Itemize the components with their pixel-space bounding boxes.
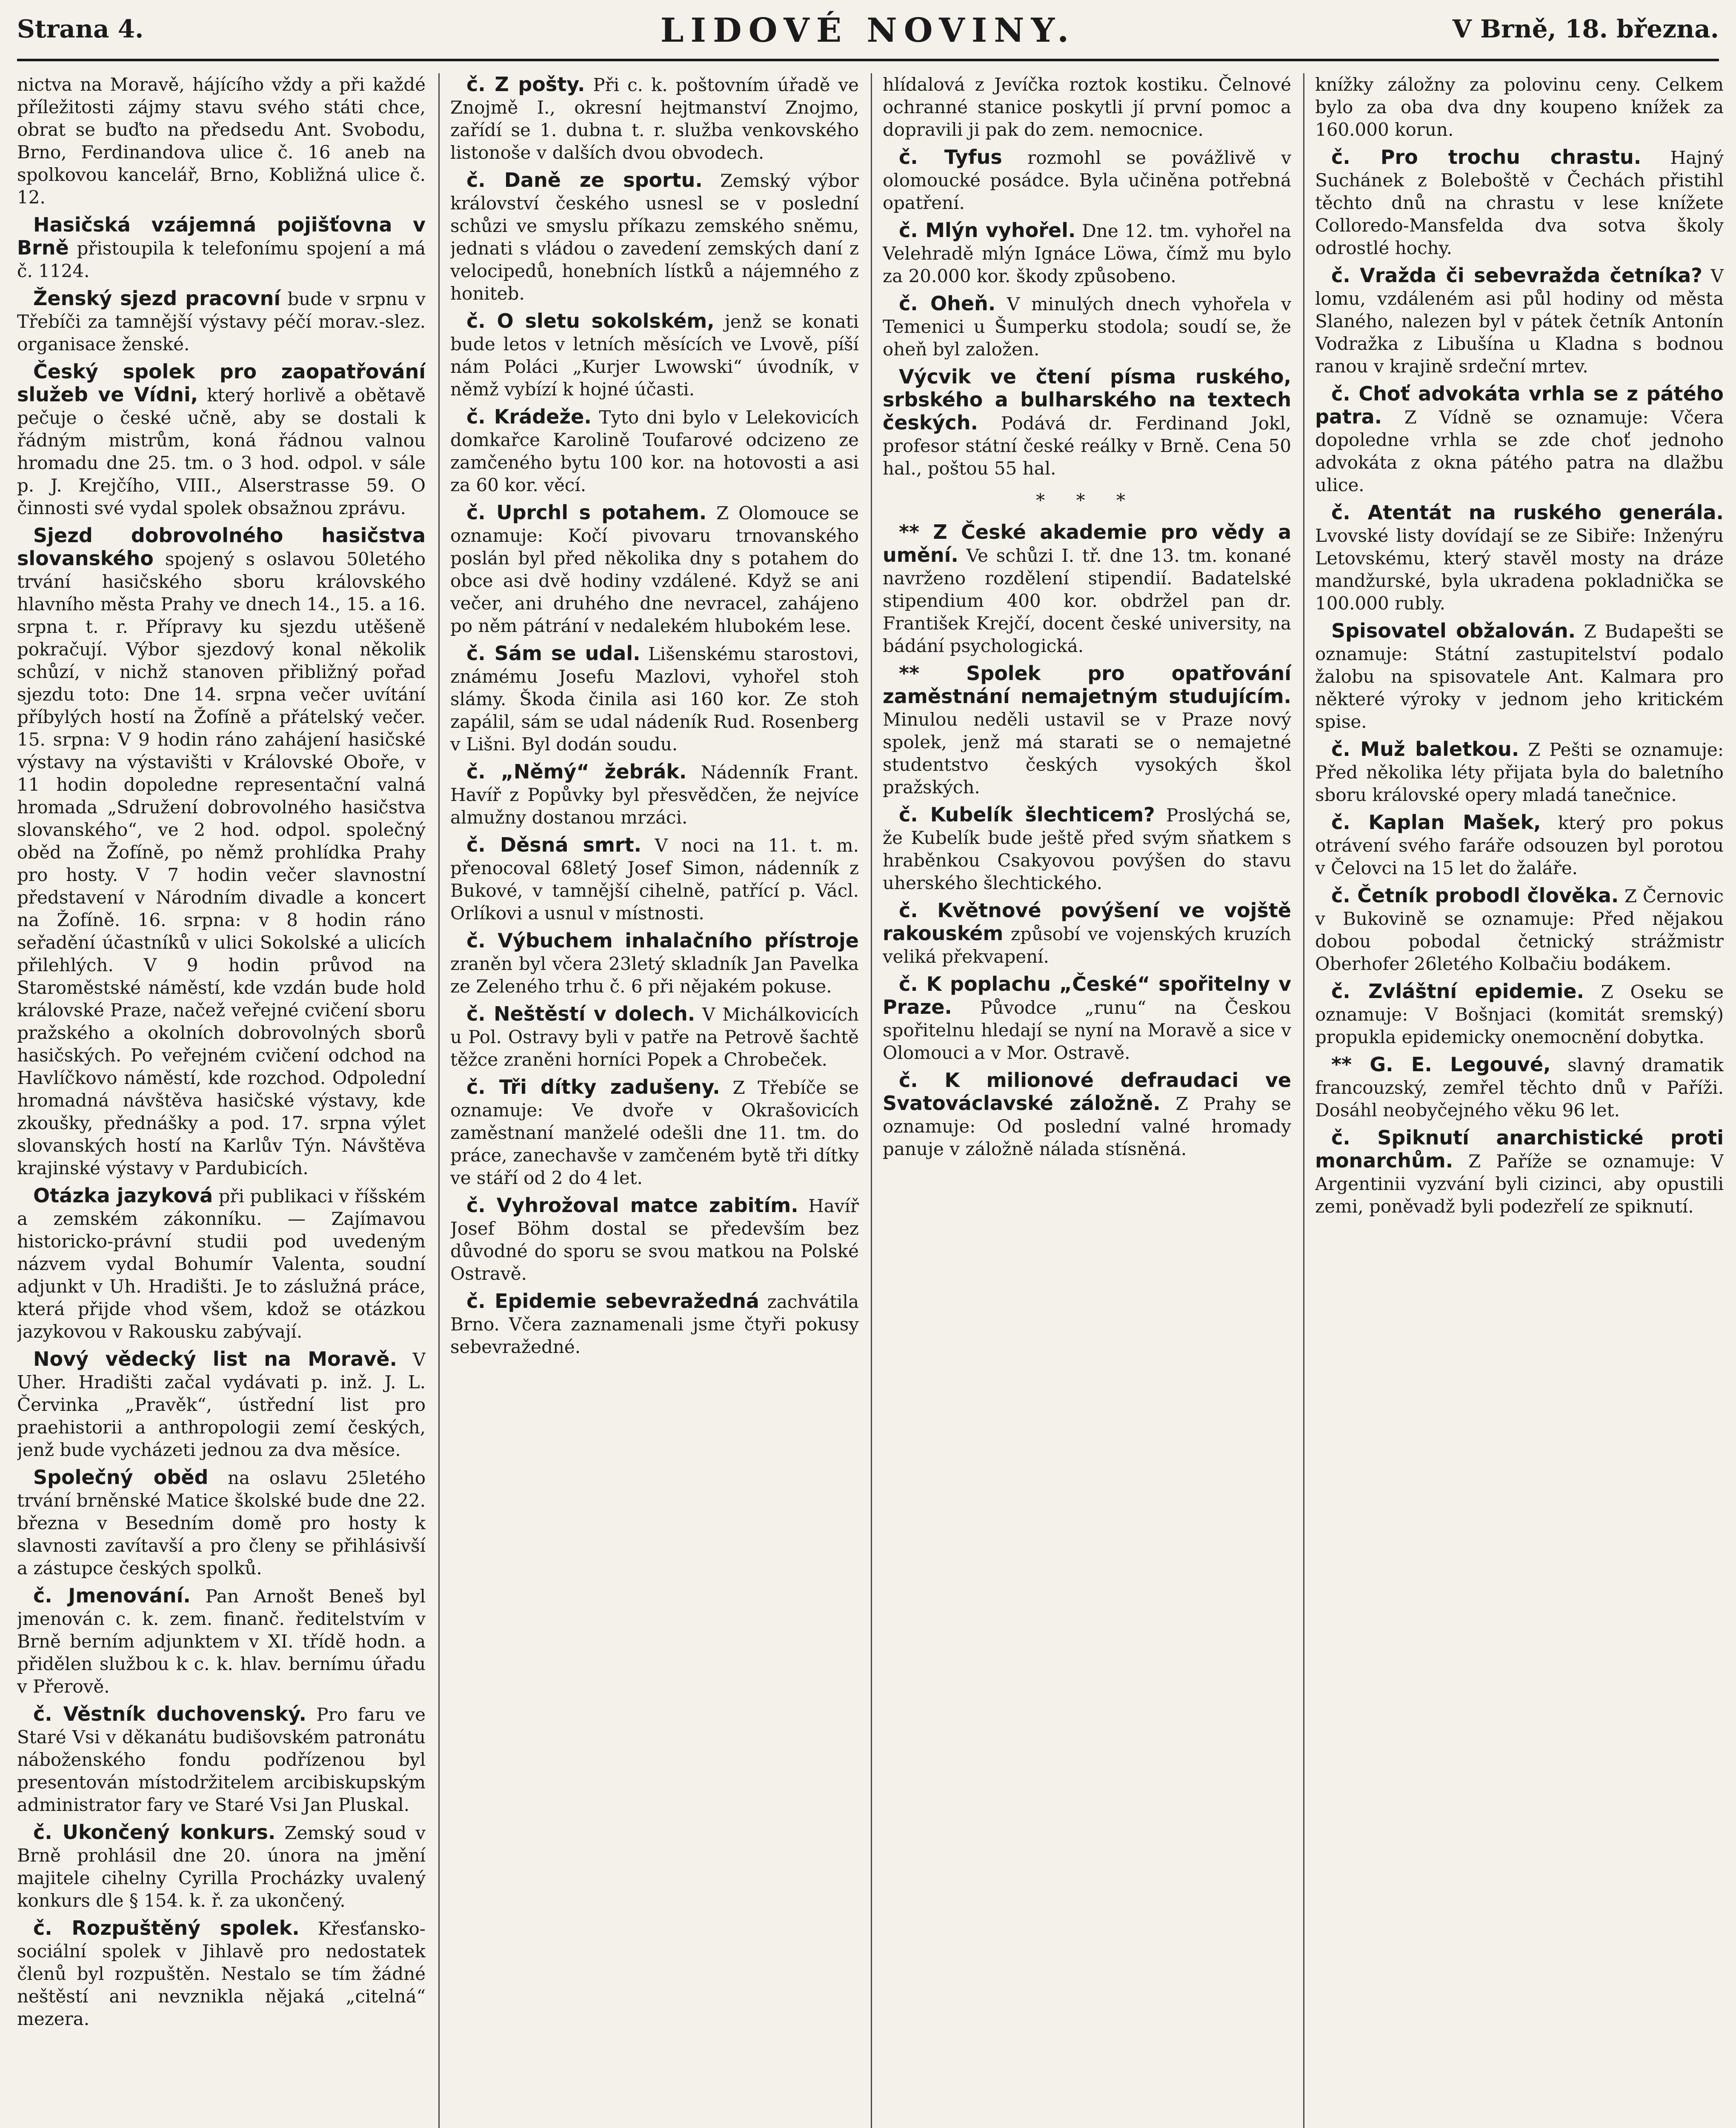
article-body: na oslavu 25letého trvání brněnské Matice školské bude dne 22. března v Besedním domě pro hosty k slavnosti zavítavší a pro členy se přihlásivší a zástupce českých spolků. [17, 1467, 426, 1579]
article-headline: č. Vražda či sebevražda četníka? [1331, 264, 1702, 287]
issue-date: V Brně, 18. března. [1452, 14, 1719, 43]
article-headline: č. K milionové defraudaci ve Svatováclavské záložně. [883, 1069, 1291, 1115]
article-headline: č. Květnové povýšení ve vojště rakouském [883, 899, 1291, 945]
column-4 [1315, 73, 1724, 2128]
article [17, 1184, 426, 1343]
article-headline: č. Tyfus [899, 146, 1002, 169]
article-headline: č. Spiknutí anarchistické proti monarchům. [1315, 1126, 1724, 1172]
article-headline: č. Věstník duchovenský. [33, 1702, 306, 1725]
article-body: slavný dramatik francouzský, zemřel těchto dnů v Paříži. Dosáhl neobyčejného věku 96 let. [1315, 1055, 1724, 1121]
article-headline: Hasičská vzájemná pojišťovna v Brně [17, 213, 426, 259]
article-body: nictva na Moravě, hájícího vždy a při každé příležitosti zájmy stavu svého státi chce, obrat se buďto na předsedu Ant. Svobodu, Brno, Ferdinandova ulice č. 16 aneb na spolkovou kancelář, Brno, Kobližná ulice č. 12. [17, 74, 426, 208]
article [17, 214, 426, 282]
article [883, 521, 1291, 657]
article-headline: č. Zvláštní epidemie. [1331, 980, 1584, 1003]
article [450, 73, 859, 164]
article-body: Ve schůzi I. tř. dne 13. tm. konané navrženo rozdělení stipendií. Badatelské stipendium 400 kor. obdržel pan dr. František Krejčí, docent české university, na bádání psychologická. [883, 545, 1291, 656]
article-body: Z Vídně se oznamuje: Včera dopoledne vrhla se zde choť jednoho advokáta z okna pátého patra na dlažbu ulice. [1315, 407, 1724, 495]
article [450, 169, 859, 305]
article [883, 219, 1291, 287]
column-2 [450, 73, 859, 2128]
article [1315, 884, 1724, 975]
article-body: Pro faru ve Staré Vsi v děkanátu budišovském patronátu náboženského fondu podřízenou byl presentován místodržitelem arcibiskupským administrator fary ve Staré Vsi Jan Pluskal. [17, 1704, 426, 1815]
article-body: Tyto dni bylo v Lelekovicích domkařce Karolině Toufarové odcizeno ze zamčeného bytu 100 kor. na hotovosti a asi za 60 kor. věcí. [450, 407, 859, 495]
article-headline: č. Kaplan Mašek, [1331, 811, 1541, 834]
article-body: Z Oseku se oznamuje: V Bošnjaci (komitát sremský) propukla epidemicky onemocnění dobytka. [1315, 981, 1724, 1047]
article [883, 146, 1291, 214]
article-headline: č. K poplachu „České“ spořitelny v Praze. [883, 972, 1291, 1018]
page-number: Strana 4. [17, 14, 144, 43]
article-headline: č. Krádeže. [466, 405, 592, 428]
article-body: Z Pešti se oznamuje: Před několika léty přijata byla do baletního sboru královské opery mladá tanečnice. [1315, 739, 1724, 805]
article [17, 1348, 426, 1461]
article-headline: č. Četník probodl člověka. [1331, 884, 1619, 907]
article-headline: č. Daně ze sportu. [466, 169, 703, 192]
article [883, 899, 1291, 968]
article-body: hlídalová z Jevíčka roztok kostiku. Čelnové ochranné stanice poskytli jí první pomoc a dopravili ji pak do zem. nemocnice. [883, 74, 1291, 140]
article [883, 1069, 1291, 1160]
article [1315, 264, 1724, 378]
article [450, 501, 859, 637]
article [1315, 811, 1724, 879]
column-1 [17, 73, 426, 2128]
article [883, 366, 1291, 480]
article-body: V Uher. Hradišti začal vydávati p. inž. J. L. Červinka „Pravěk“, ústřední list pro praehistorii a anthropologii zemí českých, jenž bude vycházeti jednou za dva měsíce. [17, 1349, 426, 1460]
article-body: bude v srpnu v Třebíči za tamnější výstavy péčí morav.-slez. organisace ženské. [17, 289, 426, 355]
article [17, 1821, 426, 1912]
article-body: knížky záložny za polovinu ceny. Celkem bylo za oba dva dny koupeno knížek za 160.000 korun. [1315, 74, 1724, 140]
article-body: Nádenník Frant. Havíř z Popůvky byl přesvědčen, že nejvíce almužny dostanou mrzáci. [450, 762, 859, 828]
article [883, 804, 1291, 894]
article [1315, 73, 1724, 141]
section-divider: * * * [1036, 490, 1138, 511]
article [450, 1076, 859, 1189]
article [17, 524, 426, 1179]
article-body: Lišenskému starostovi, známému Josefu Mazlovi, vyhořel stoh slámy. Škoda činila asi 160 kor. Ze stoh zapálil, sám se udal nádeník Rud. Rosenberg v Lišni. Byl dodán soudu. [450, 644, 859, 755]
article [1315, 383, 1724, 496]
article-headline: Společný oběd [33, 1466, 209, 1489]
article-headline: č. Epidemie sebevražedná [466, 1290, 759, 1313]
article-body: Při c. k. poštovním úřadě ve Znojmě I., okresní hejtmanství Znojmo, zařídí se 1. dubna t. r. služba venkovského listonoše v dalších dvou obvodech. [450, 74, 859, 163]
article-body: Pan Arnošt Beneš byl jmenován c. k. zem. finanč. ředitelstvím v Brně berním adjunktem v XI. třídě hodn. a přidělen službou k c. k. hlav. bernímu úřadu v Přerově. [17, 1586, 426, 1697]
article-body: Lvovské listy dovídají se ze Sibiře: Inženýru Letovskému, který stavěl mosty na dráze mandžurské, byla ukradena pokladnička se 100.000 rubly. [1315, 525, 1724, 614]
article-body: Z Prahy se oznamuje: Od poslední valné hromady panuje v záložně nálada stísněná. [883, 1093, 1291, 1159]
article-headline: Výcvik ve čtení písma ruského, srbského a bulharského na textech českých. [883, 365, 1291, 434]
article-headline: č. O sletu sokolském, [466, 309, 715, 332]
article [17, 360, 426, 519]
article-headline: ** Z České akademie pro vědy a umění. [883, 521, 1291, 566]
article [883, 292, 1291, 360]
article [883, 73, 1291, 141]
article-body: zachvátila Brno. Včera zaznamenali jsme čtyři pokusy sebevražedné. [450, 1291, 859, 1357]
column-separator [1303, 73, 1304, 2128]
article [1315, 738, 1724, 806]
article-body: Z Třebíče se oznamuje: Ve dvoře v Okrašovicích zaměstnaní manželé odešli dne 11. tm. do práce, zanechavše v zamčeném bytě tři dítky ve stáří od 2 do 4 let. [450, 1077, 859, 1188]
article-headline: č. Choť advokáta vrhla se z pátého patra. [1315, 382, 1724, 428]
article-headline: ** Spolek pro opatřování zaměstnání nemajetným studujícím. [883, 662, 1291, 708]
article [1315, 620, 1724, 733]
article [450, 1003, 859, 1071]
header-rule [17, 59, 1719, 61]
article [17, 1466, 426, 1579]
article-body: zraněn byl včera 23letý skladník Jan Pavelka ze Zeleného trhu č. 6 při nějakém pokuse. [450, 953, 859, 997]
article-body: Z Budapešti se oznamuje: Státní zastupitelství podalo žalobu na spisovatele Ant. Kalmara pro některé výroky v jednom jeho kritickém spise. [1315, 621, 1724, 732]
article-headline: č. Muž baletkou. [1331, 738, 1519, 761]
page-header [17, 11, 1719, 58]
article [450, 642, 859, 755]
article [1315, 501, 1724, 615]
column-separator [871, 73, 872, 2128]
article-body: při publikaci v říšském a zemském zákonníku. — Zajímavou historicko-právní studii pod uvedeným názvem vydal Bohumír Valenta, soudní adjunkt v Uh. Hradišti. Je to záslužná práce, která přijde vhod všem, kdož se otázkou jazykovou v Rakousku zabývají. [17, 1186, 426, 1342]
article-body: přistoupila k telefonímu spojení a má č. 1124. [17, 238, 426, 281]
article-body: V lomu, vzdáleném asi půl hodiny od města Slaného, nalezen byl v pátek četník Antonín Vodražka z Libušína u Kladna s bodnou ranou v krajině srdeční mrtev. [1315, 266, 1724, 377]
article-body: rozmohl se povážlivě v olomoucké posádce. Byla učiněna potřebná opatření. [883, 147, 1291, 213]
article-body: jenž se konati bude letos v letních měsících ve Lvově, píší nám Poláci „Kurjer Lwowski“ úvodník, v němž vybízí k hojné účasti. [450, 311, 859, 400]
article-body: Hajný Suchánek z Boleboště v Čechách přistihl těchto dnů na chrastu v lese knížete Colloredo-Mansfelda dva sotva školy odrostlé hochy. [1315, 147, 1724, 258]
article [1315, 1053, 1724, 1121]
article-body: který horlivě a obětavě pečuje o české učně, aby se dostali k řádným mistrům, koná řádnou valnou hromadu dne 25. tm. o 3 hod. odpol. v sále p. J. Krejčího, VIII., Alserstrasse 59. O činnosti své vydal spolek obsažnou zprávu. [17, 385, 426, 518]
article-headline: Nový vědecký list na Moravě. [33, 1347, 397, 1370]
article-body: Minulou neděli ustavil se v Praze nový spolek, jenž má starati se o nemajetné studentstvo českých vysokých škol pražských. [883, 709, 1291, 798]
column-separator [438, 73, 440, 2128]
article [17, 1917, 426, 2030]
article-headline: č. Tři dítky zadušeny. [466, 1075, 720, 1098]
article-headline: Ženský sjezd pracovní [33, 287, 281, 310]
article [883, 662, 1291, 798]
article-headline: č. Jmenování. [33, 1584, 191, 1607]
article [450, 930, 859, 998]
article [883, 973, 1291, 1064]
article [1315, 980, 1724, 1048]
article [450, 761, 859, 829]
article-body: způsobí ve vojenských kruzích veliká překvapení. [883, 924, 1291, 967]
article-body: Zemský výbor království českého usnesl se v poslední schůzi ve smyslu příkazu zemského sněmu, jednati s vládou o zavedení zemských daní z velocipedů, honebních lístků a nájemného z honiteb. [450, 170, 859, 304]
article-headline: č. Vyhrožoval matce zabitím. [466, 1194, 798, 1217]
article-headline: č. Sám se udal. [466, 642, 641, 665]
article-body: V minulých dnech vyhořela v Temenici u Šumperku stodola; soudí se, že oheň byl založen. [883, 294, 1291, 360]
article [1315, 1127, 1724, 1218]
article-headline: Český spolek pro zaopatřování služeb ve Vídni, [17, 360, 426, 406]
article-body: Proslýchá se, že Kubelík bude ještě před svým sňatkem s hraběnkou Csakyovou povýšen do stavu uherského šlechtického. [883, 805, 1291, 893]
article [450, 1194, 859, 1285]
article-headline: č. Oheň. [899, 292, 996, 315]
article-headline: č. Rozpuštěný spolek. [33, 1916, 300, 1939]
article [17, 1703, 426, 1816]
article-body: Z Černovic v Bukovině se oznamuje: Před nějakou dobou pobodal četnický strážmistr Oberhofer 26letého Kolbačiu bodákem. [1315, 886, 1724, 974]
article-headline: č. „Němý“ žebrák. [466, 760, 687, 783]
column-3 [883, 73, 1291, 2128]
article-headline: č. Děsná smrt. [466, 833, 642, 856]
article-body: Z Olomouce se oznamuje: Kočí pivovaru trnovanského poslán byl před několika dny s potahem do obce asi dvě hodiny vzdálené. Když se ani večer, ani druhého dne nevracel, zahájeno po něm pátrání v nedalekém hlubokém lese. [450, 503, 859, 636]
article-headline: č. Výbuchem inhalačního přístroje [466, 929, 859, 952]
article-body: Podává dr. Ferdinand Jokl, profesor státní české reálky v Brně. Cena 50 hal., poštou 55 hal. [883, 413, 1291, 479]
article [17, 73, 426, 209]
article-headline: č. Mlýn vyhořel. [899, 219, 1076, 242]
article-body: V noci na 11. t. m. přenocoval 68letý Josef Simon, nádenník z Bukové, v tamnější cihelně, patřící p. Václ. Orlíkovi a usnul v místnosti. [450, 835, 859, 924]
article [450, 1290, 859, 1358]
article-headline: ** G. E. Legouvé, [1331, 1053, 1551, 1076]
article-body: Křesťansko-sociální spolek v Jihlavě pro nedostatek členů byl rozpuštěn. Nestalo se tím žádné neštěstí ani nevznikla nějaká „citelná“ mezera. [17, 1918, 426, 2029]
newspaper-title: LIDOVÉ NOVINY. [660, 11, 1076, 50]
article-body: V Michálkovicích u Pol. Ostravy byli v patře na Petrově šachtě těžce zraněni horníci Popek a Chrobeček. [450, 1004, 859, 1070]
article-body: Dne 12. tm. vyhořel na Velehradě mlýn Ignáce Löwa, čímž mu bylo za 20.000 kor. škody způsobeno. [883, 220, 1291, 286]
article-body: Původce „runu“ na Českou spořitelnu hledají se nyní na Moravě a sice v Olomouci a v Mor. Ostravě. [883, 997, 1291, 1063]
article-headline: Spisovatel obžalován. [1331, 619, 1576, 642]
article [450, 834, 859, 924]
article-headline: č. Neštěstí v dolech. [466, 1002, 695, 1025]
article-headline: č. Pro trochu chrastu. [1331, 146, 1642, 169]
article-body: Zemský soud v Brně prohlásil dne 20. února na jmění majitele cihelny Cyrilla Procházky uvalený konkurs dle § 154. k. ř. za ukončený. [17, 1822, 426, 1911]
article-headline: č. Z pošty. [466, 73, 585, 96]
article [450, 310, 859, 400]
article-headline: Otázka jazyková [33, 1184, 213, 1207]
article-headline: č. Atentát na ruského generála. [1331, 501, 1724, 524]
article-body: spojený s oslavou 50letého trvání hasičského sboru královského hlavního města Prahy ve dnech 14., 15. a 16. srpna t. r. Přípravy ku sjezdu utěšeně pokračují. Výbor sjezdový konal několik schůzí, v nichž stanoven přibližný pořad sjezdu toto: Dne 14. srpna večer uvítání příbylých hostí na Žofíně a přátelský večer. 15. srpna: V 9 hodin ráno zahájení hasičské výstavy na výstavišti v Královské Oboře, v 11 hodin dopoledne representační valná hromada „Sdružení dobrovolného hasičstva slovanského“, ve 2 hod. odpol. společný oběd na Žofíně, po němž prohlídka Prahy pro hosty. V 7 hodin večer slavnostní představení v Národním divadle a koncert na Žofíně. 16. srpna: v 8 hodin ráno seřadění účastníků v ulici Sokolské a ulicích přilehlých. V 9 hodin průvod na Staroměstské náměstí, kde vzdán bude hold královské Praze, načež veřejné cvičení sboru pražského a okolních dobrovolných sborů hasičských. Po veřejném cvičení odchod na Havlíčkovo náměstí, kde rozchod. Odpolední hromadná návštěva hasičské výstavy, kde zkoušky, přednášky a pod. 17. srpna výlet slovanských hostí na Karlův Týn. Návštěva krajinské výstavy v Pardubicích. [17, 549, 426, 1178]
article-headline: č. Uprchl s potahem. [466, 501, 707, 524]
article [1315, 146, 1724, 259]
article-headline: č. Ukončený konkurs. [33, 1821, 276, 1844]
article [17, 287, 426, 355]
article-headline: č. Kubelík šlechticem? [899, 803, 1155, 826]
article [17, 1585, 426, 1698]
article-body: který pro pokus otrávení svého faráře odsouzen byl porotou v Čelovci na 15 let do žaláře. [1315, 812, 1724, 878]
article [450, 406, 859, 496]
article-body: Havíř Josef Böhm dostal se především bez důvodné do sporu se svou matkou na Polské Ostravě. [450, 1196, 859, 1284]
article-body: Z Paříže se oznamuje: V Argentinii vyzvání byli cizinci, aby opustili zemi, poněvadž byli podezřelí ze spiknutí. [1315, 1151, 1724, 1217]
article-headline: Sjezd dobrovolného hasičstva slovanského [17, 524, 426, 570]
